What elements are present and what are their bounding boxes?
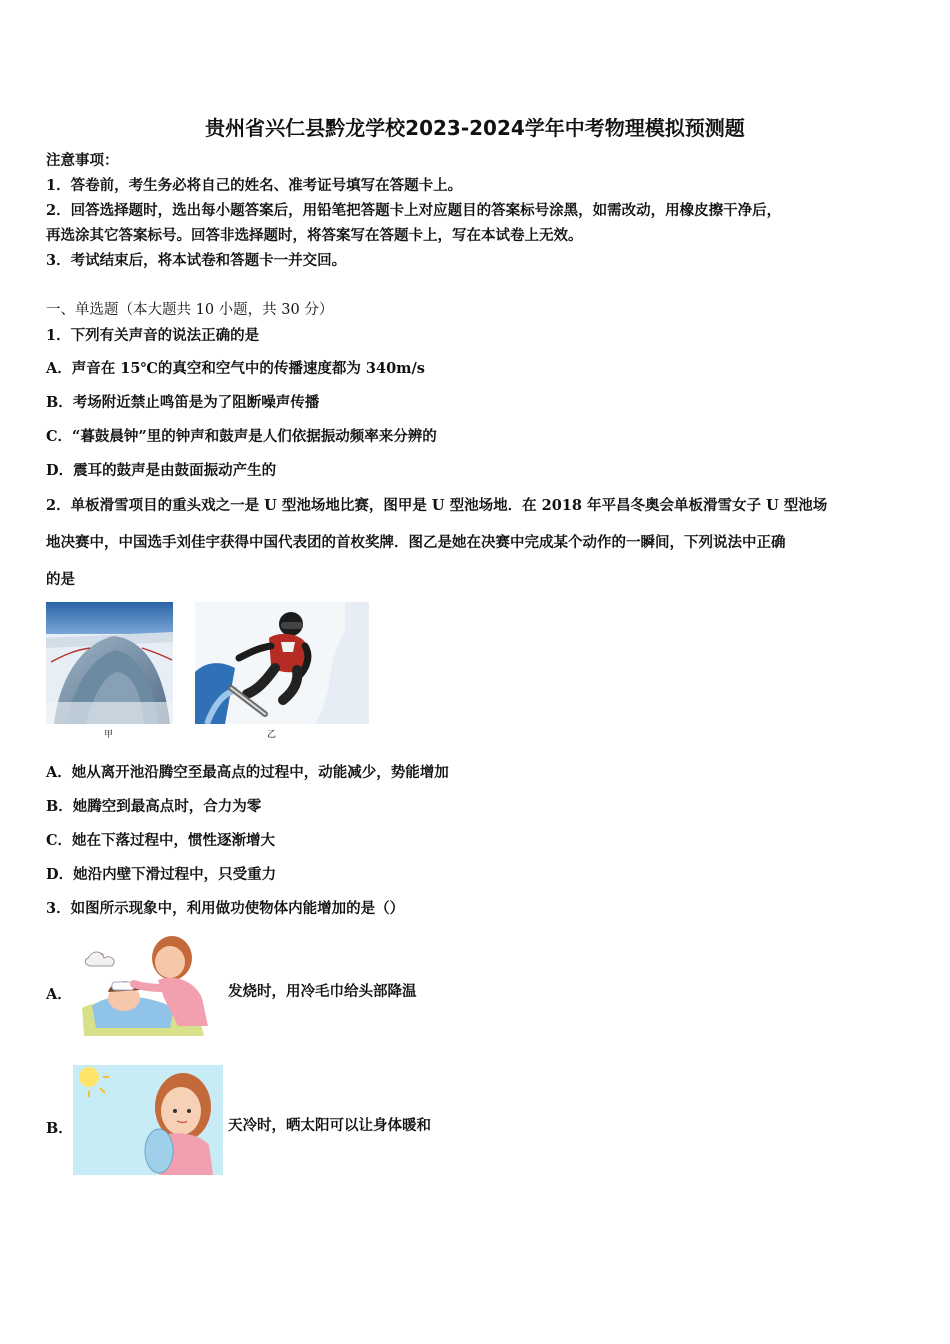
figure-caption-jia: 甲	[104, 730, 114, 740]
question-3-option-a-letter: A．	[46, 986, 72, 1003]
sunbathing-illustration	[73, 1065, 223, 1175]
question-3-option-b-letter: B．	[46, 1120, 73, 1137]
question-1-stem: 1．下列有关声音的说法正确的是	[46, 327, 260, 344]
question-2-option-a: A．她从离开池沿腾空至最高点的过程中，动能减少，势能增加	[46, 764, 449, 781]
notice-heading: 注意事项：	[46, 152, 119, 169]
svg-text:~: ~	[100, 951, 106, 958]
snowboarder-photo	[195, 602, 369, 724]
notice-item: 2．回答选择题时，选出每小题答案后，用铅笔把答题卡上对应题目的答案标号涂黑，如需改动，用橡皮擦干净后，	[46, 202, 782, 219]
figure-caption-yi: 乙	[267, 730, 277, 740]
question-3-option-a-text: 发烧时，用冷毛巾给头部降温	[228, 983, 417, 1000]
question-2-stem-line: 的是	[46, 571, 75, 588]
question-2-stem-line: 2．单板滑雪项目的重头戏之一是 U 型池场地比赛，图甲是 U 型池场地．在 2018 年平昌冬奥会单板滑雪女子 U 型池场	[46, 497, 828, 514]
question-1-option-b: B．考场附近禁止鸣笛是为了阻断噪声传播	[46, 394, 320, 411]
question-3-option-b-text: 天冷时，晒太阳可以让身体暖和	[228, 1117, 431, 1134]
halfpipe-photo	[46, 602, 173, 724]
question-1-option-c: C．“暮鼓晨钟”里的钟声和鼓声是人们依据振动频率来分辨的	[46, 428, 437, 445]
question-2-stem-line: 地决赛中，中国选手刘佳宇获得中国代表团的首枚奖牌．图乙是她在决赛中完成某个动作的一瞬间，下列说法中正确	[46, 534, 786, 551]
question-2-option-d: D．她沿内壁下滑过程中，只受重力	[46, 866, 277, 883]
notice-item: 再选涂其它答案标号。回答非选择题时，将答案写在答题卡上，写在本试卷上无效。	[46, 227, 583, 244]
question-2-option-b: B．她腾空到最高点时，合力为零	[46, 798, 262, 815]
section-heading: 一、单选题（本大题共 10 小题，共 30 分）	[46, 302, 334, 318]
fever-cold-towel-illustration	[78, 928, 224, 1040]
question-1-option-a: A．声音在 15℃的真空和空气中的传播速度都为 340m/s	[46, 360, 425, 377]
question-1-option-d: D．震耳的鼓声是由鼓面振动产生的	[46, 462, 277, 479]
question-2-option-c: C．她在下落过程中，惯性逐渐增大	[46, 832, 276, 849]
question-3-stem: 3．如图所示现象中，利用做功使物体内能增加的是（）	[46, 900, 405, 917]
notice-item: 3．考试结束后，将本试卷和答题卡一并交回。	[46, 252, 347, 269]
notice-item: 1．答卷前，考生务必将自己的姓名、准考证号填写在答题卡上。	[46, 177, 463, 194]
page-title: 贵州省兴仁县黔龙学校2023-2024学年中考物理模拟预测题	[205, 116, 745, 140]
